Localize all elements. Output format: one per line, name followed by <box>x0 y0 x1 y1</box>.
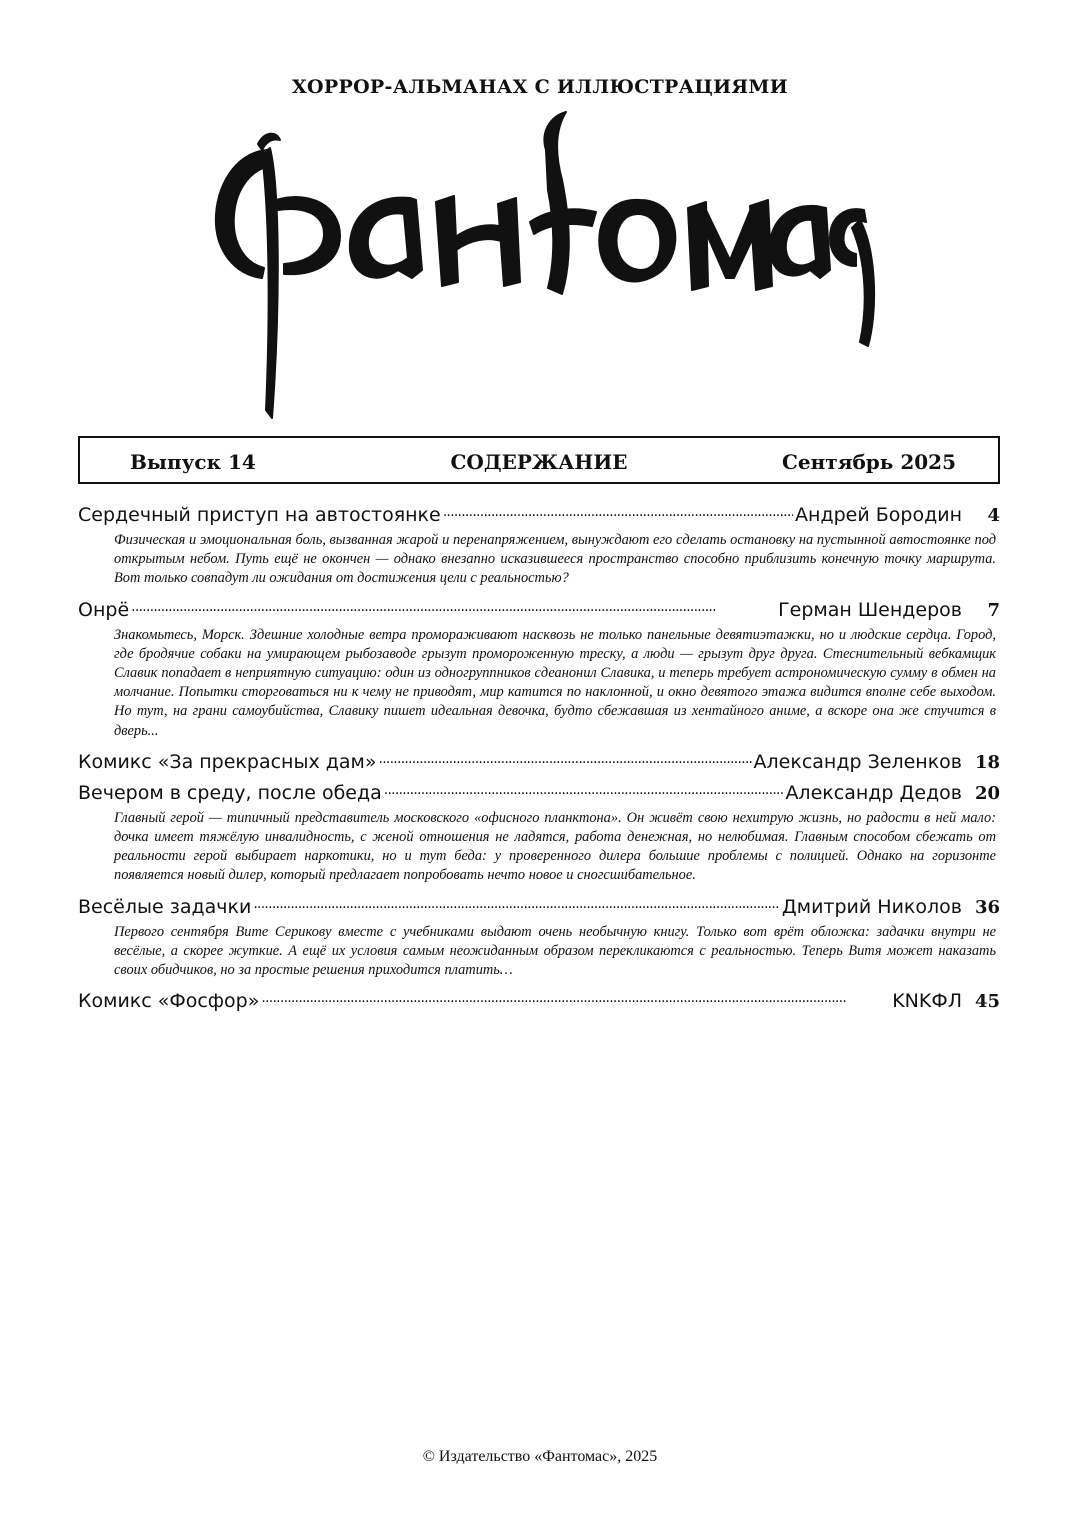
toc-entry-title: Комикс «За прекрасных дам» <box>78 750 377 773</box>
toc-entry-title: Вечером в среду, после обеда <box>78 781 382 804</box>
toc-entry-author: Андрей Бородин <box>795 504 962 526</box>
dot-leader <box>253 895 780 913</box>
toc-entry-description: Главный герой — типичный представитель московского «офисного планктона». Он живёт свою нехитрую жизнь, но радости в ней мало: дочка имеет тяжёлую инвалидность, с женой отношения не ладятся, работа денежная, но нелюбимая. Главным способом сбежать от реальности герой выбирает наркотики, но и тут беда: у проверенного дилера большие проблемы с полицией. Однако на горизонте появляется новый дилер, который предлагает попробовать нечто новое и сногсшибательное. <box>114 809 996 884</box>
toc-entry-description: Физическая и эмоциональная боль, вызванная жарой и перенапряжением, вынуждают его сделать остановку на пустынной автостоянке под открытым небом. Путь ещё не окончен — однако внезапно исказившееся пространство способно приблизить конечную точку маршрута. Вот только совпадут ли ожидания от достижения цели с реальностью? <box>114 532 996 587</box>
toc-entry-line[interactable] <box>78 747 1000 778</box>
almanac-supertitle: ХОРРОР-АЛЬМАНАХ С ИЛЛЮСТРАЦИЯМИ <box>292 76 788 98</box>
toc-entry-title: Комикс «Фосфор» <box>78 990 260 1013</box>
fantomas-logo <box>200 110 880 430</box>
issue-number: Выпуск 14 <box>130 450 256 474</box>
table-of-contents <box>78 500 1000 1017</box>
toc-entry-line[interactable] <box>78 778 1000 809</box>
toc-entry <box>78 986 1000 1017</box>
toc-entry-page: 4 <box>987 505 1000 526</box>
toc-entry <box>78 500 1000 589</box>
toc-entry-line[interactable] <box>78 892 1000 923</box>
toc-entry-author: Дмитрий Николов <box>781 895 962 918</box>
issue-date: Сентябрь 2025 <box>782 450 956 474</box>
toc-entry-page: 45 <box>974 991 1000 1013</box>
toc-entry-page: 20 <box>974 782 1000 804</box>
toc-entry-author: Александр Зеленков <box>753 750 962 773</box>
toc-entry-title: Весёлые задачки <box>78 895 252 918</box>
toc-entry <box>78 595 1000 741</box>
dot-leader <box>443 503 793 521</box>
toc-entry-description: Первого сентября Вите Серикову вместе с учебниками выдают очень необычную книгу. Только вот врёт обложка: задачки внутри не весёлые, а скорее жуткие. А ещё их условия самым неожиданным образом перекликаются с реальностью. Теперь Витя может наказать своих обидчиков, но за простые решения приходится платить… <box>114 923 996 979</box>
dot-leader <box>384 781 784 799</box>
dot-leader <box>379 750 752 768</box>
toc-entry-page: 7 <box>987 599 1000 621</box>
toc-entry <box>78 778 1000 886</box>
toc-entry <box>78 892 1000 981</box>
contents-heading: СОДЕРЖАНИЕ <box>450 450 628 474</box>
toc-entry-description: Знакомьтесь, Морск. Здешние холодные ветра промораживают насквозь не только панельные девятиэтажки, но и людские сердца. Город, где бродячие собаки на умирающем рыбозаводе грызут промороженную треску, а люди — грызут друг друга. Стеснительный вебкамщик Славик попадает в неприятную ситуацию: один из одногруппников сдеанонил Славика, и теперь требует астрономическую сумму в обмен на молчание. Попытки сторговаться ни к чему не приводят, мир катится по наклонной, и окно девятого этажа видится вполне себе выходом. Но тут, на грани самоубийства, Славику пишет идеальная девочка, будто сбежавшая из хентайного аниме, а вскоре она же стучится в дверь... <box>114 626 996 739</box>
toc-entry-title: Онрё <box>78 598 130 621</box>
dot-leader <box>261 989 890 1007</box>
toc-entry-author: Герман Шендеров <box>778 598 962 621</box>
toc-entry-author: Александр Дедов <box>785 781 962 804</box>
issue-header-box <box>78 436 1000 484</box>
toc-entry-title: Сердечный приступ на автостоянке <box>78 504 441 526</box>
dot-leader <box>131 598 776 616</box>
toc-entry-author: KNKФЛ <box>892 990 962 1013</box>
toc-entry <box>78 747 1000 778</box>
publisher-copyright: © Издательство «Фантомас», 2025 <box>422 1448 658 1465</box>
toc-entry-page: 18 <box>974 751 1000 773</box>
toc-entry-page: 36 <box>974 896 1000 918</box>
toc-entry-line[interactable] <box>78 986 1000 1017</box>
logo-calligraphy-icon <box>200 110 880 430</box>
toc-entry-line[interactable] <box>78 595 1000 626</box>
toc-entry-line[interactable] <box>78 500 1000 531</box>
